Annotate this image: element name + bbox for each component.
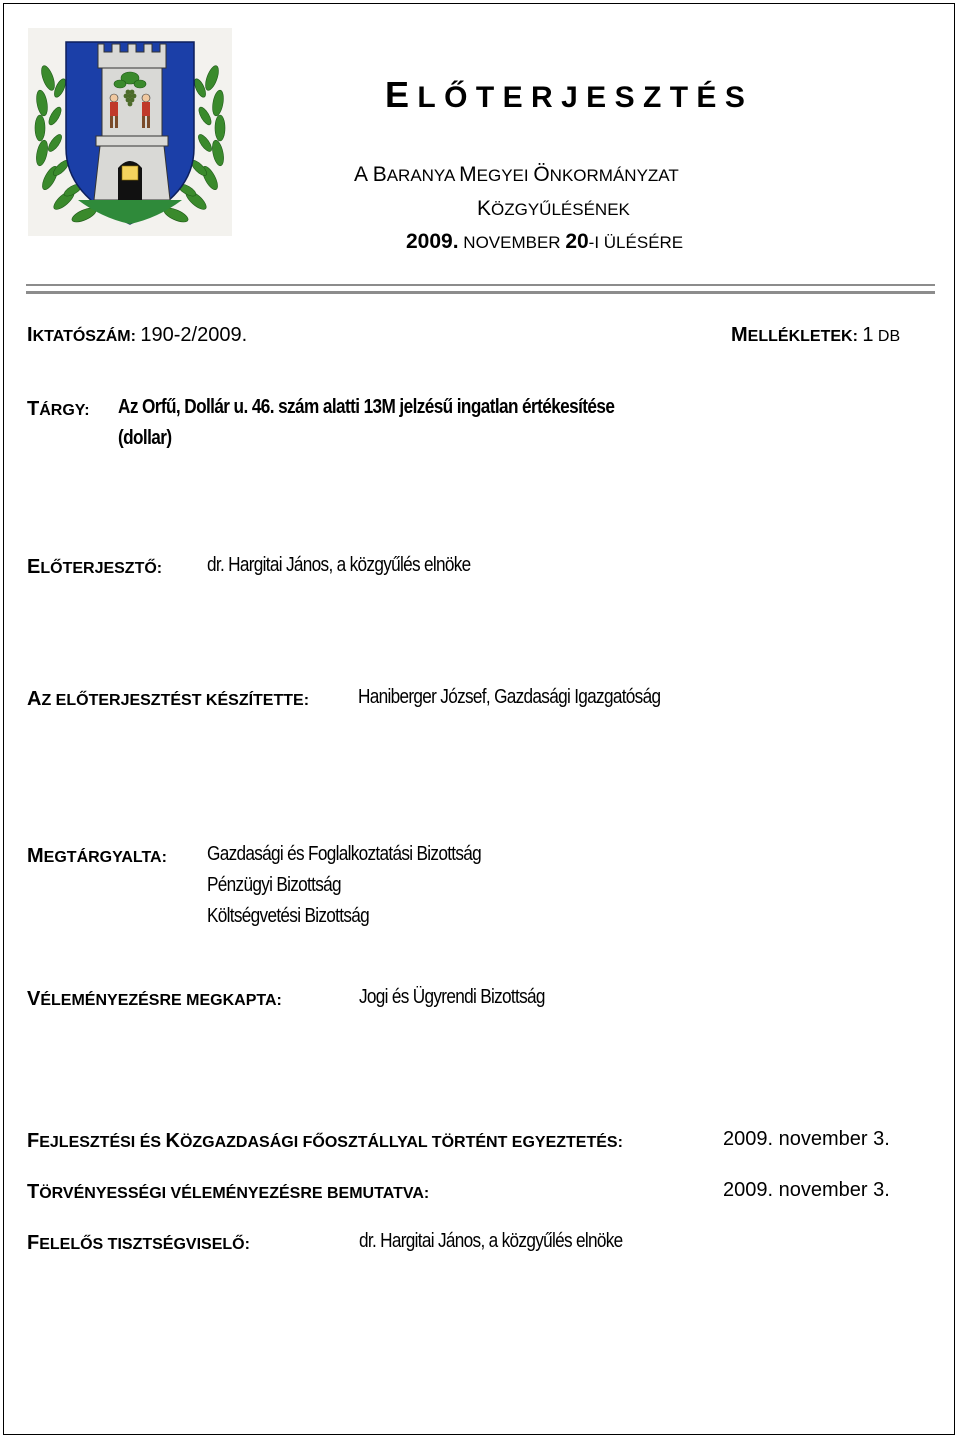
mellekletek-row: MELLÉKLETEK: 1 DB (731, 324, 901, 346)
felelos-value: dr. Hargitai János, a közgyűlés elnöke (359, 1230, 623, 1252)
eloterjeszto-label: ELŐTERJESZTŐ: (27, 556, 163, 578)
megtargyalta-committee: Pénzügyi Bizottság (207, 874, 341, 896)
separator-rule (26, 284, 935, 286)
torvenyessegi-label: TÖRVÉNYESSÉGI VÉLEMÉNYEZÉSRE BEMUTATVA: (27, 1181, 430, 1203)
keszitette-label: AZ ELŐTERJESZTÉST KÉSZÍTETTE: (27, 688, 310, 710)
eloterjeszto-value: dr. Hargitai János, a közgyűlés elnöke (207, 554, 471, 576)
velemenyezesre-value: Jogi és Ügyrendi Bizottság (359, 986, 545, 1008)
header-line-2: KÖZGYŰLÉSÉNEK (477, 197, 630, 220)
targy-value-line-2: (dollar) (118, 427, 172, 449)
document-title: ELŐTERJESZTÉS (385, 74, 754, 115)
megtargyalta-committee: Gazdasági és Foglalkoztatási Bizottság (207, 843, 482, 865)
separator-rule (26, 291, 935, 294)
egyeztetes-label: FEJLESZTÉSI ÉS KÖZGAZDASÁGI FŐOSZTÁLLYAL TÖRTÉNT EGYEZTETÉS: (27, 1130, 623, 1152)
velemenyezesre-label: VÉLEMÉNYEZÉSRE MEGKAPTA: (27, 988, 282, 1010)
iktatoszam-row: IKTATÓSZÁM: 190-2/2009. (27, 324, 248, 346)
header-line-3: 2009. NOVEMBER 20-I ÜLÉSÉRE (406, 230, 684, 253)
targy-value-line-1: Az Orfű, Dollár u. 46. szám alatti 13M jelzésű ingatlan értékesítése (118, 396, 615, 418)
megtargyalta-label: MEGTÁRGYALTA: (27, 845, 167, 867)
megtargyalta-committee: Költségvetési Bizottság (207, 905, 370, 927)
torvenyessegi-date: 2009. november 3. (723, 1179, 890, 1201)
targy-label: TÁRGY: (27, 398, 90, 420)
egyeztetes-date: 2009. november 3. (723, 1128, 890, 1150)
header-line-1: A BARANYA MEGYEI ÖNKORMÁNYZAT (354, 163, 679, 186)
keszitette-value: Haniberger József, Gazdasági Igazgatóság (358, 686, 661, 708)
felelos-label: FELELŐS TISZTSÉGVISELŐ: (27, 1232, 250, 1254)
coat-of-arms-icon (28, 28, 232, 236)
